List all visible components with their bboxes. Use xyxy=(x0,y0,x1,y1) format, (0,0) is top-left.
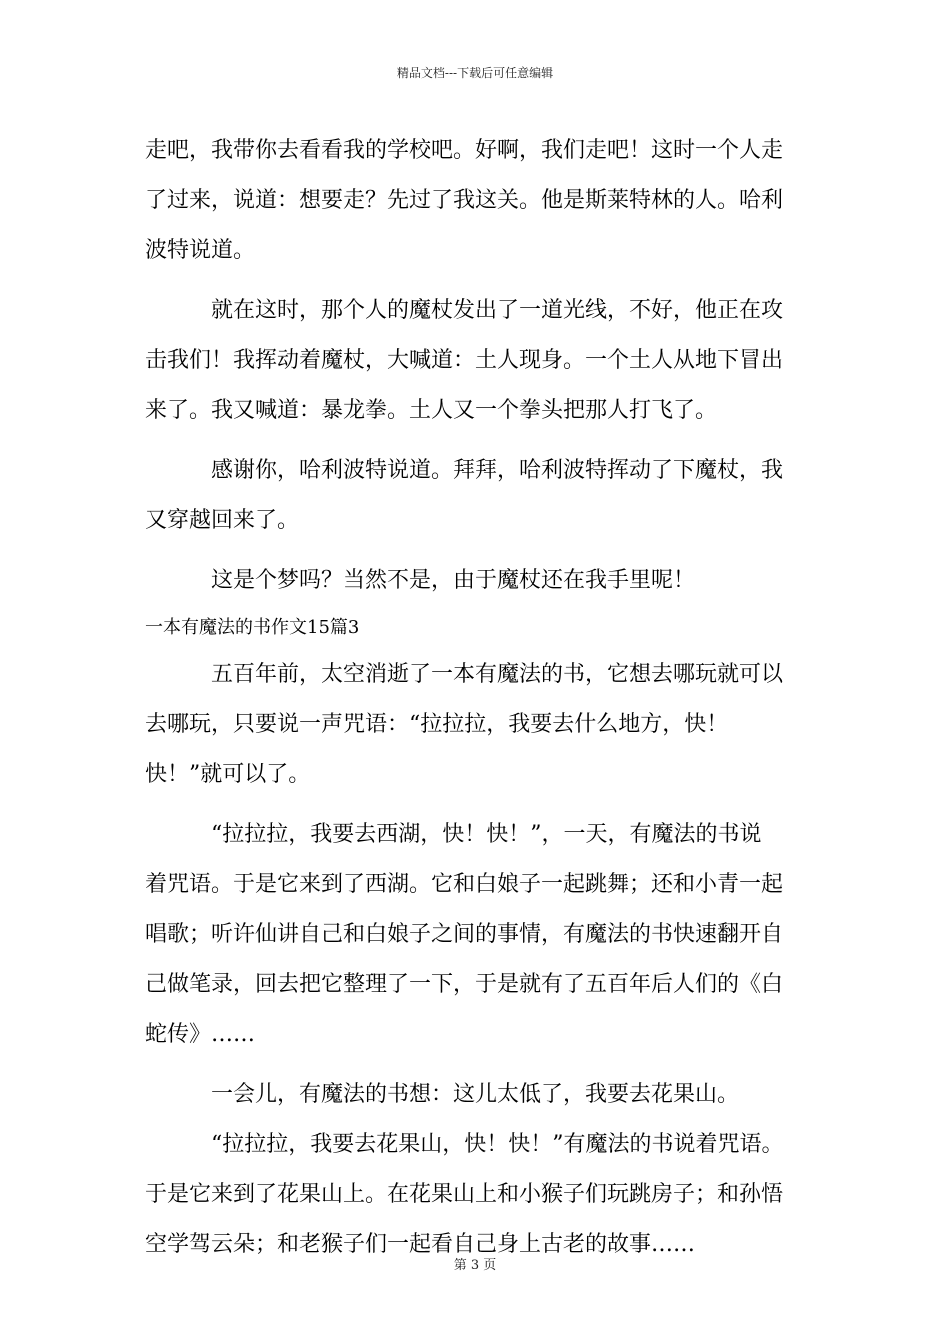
text-line: 蛇传》…… xyxy=(145,1022,256,1047)
text-line: 快！”就可以了。 xyxy=(145,762,311,787)
text-line: 五百年前，太空消逝了一本有魔法的书，它想去哪玩就可以 xyxy=(211,662,784,687)
text-line: 就在这时，那个人的魔杖发出了一道光线，不好，他正在攻 xyxy=(211,298,784,323)
text-line: 了过来，说道：想要走？先过了我这关。他是斯莱特林的人。哈利 xyxy=(145,188,784,213)
text-line: 击我们！我挥动着魔杖，大喊道：土人现身。一个土人从地下冒出 xyxy=(145,348,784,373)
text-line: 波特说道。 xyxy=(145,238,256,263)
text-line: 感谢你，哈利波特说道。拜拜，哈利波特挥动了下魔杖，我 xyxy=(211,458,784,483)
page-number: 第 3 页 xyxy=(453,1258,497,1273)
text-line: “拉拉拉，我要去西湖，快！快！”，一天，有魔法的书说 xyxy=(211,822,762,847)
text-line: 空学驾云朵；和老猴子们一起看自己身上古老的故事…… xyxy=(145,1232,696,1257)
text-line: 己做笔录，回去把它整理了一下，于是就有了五百年后人们的《白 xyxy=(145,972,784,997)
text-line: 走吧，我带你去看看我的学校吧。好啊，我们走吧！这时一个人走 xyxy=(145,138,784,163)
text-line: 又穿越回来了。 xyxy=(145,508,300,533)
text-line: 去哪玩，只要说一声咒语：“拉拉拉，我要去什么地方，快！ xyxy=(145,712,729,737)
text-line: 唱歌；听许仙讲自己和白娘子之间的事情，有魔法的书快速翻开自 xyxy=(145,922,784,947)
text-line: 这是个梦吗？当然不是，由于魔杖还在我手里呢！ xyxy=(211,568,696,593)
text-line: 于是它来到了花果山上。在花果山上和小猴子们玩跳房子；和孙悟 xyxy=(145,1182,784,1207)
text-line: 来了。我又喊道：暴龙拳。土人又一个拳头把那人打飞了。 xyxy=(145,398,718,423)
text-line: 着咒语。于是它来到了西湖。它和白娘子一起跳舞；还和小青一起 xyxy=(145,872,784,897)
page-header: 精品文档---下载后可任意编辑 xyxy=(396,66,554,80)
document-body xyxy=(145,126,825,1270)
text-line: 一会儿，有魔法的书想：这儿太低了，我要去花果山。 xyxy=(211,1082,740,1107)
section-heading: 一本有魔法的书作文15篇3 xyxy=(145,617,360,638)
text-line: “拉拉拉，我要去花果山，快！快！”有魔法的书说着咒语。 xyxy=(211,1132,784,1157)
